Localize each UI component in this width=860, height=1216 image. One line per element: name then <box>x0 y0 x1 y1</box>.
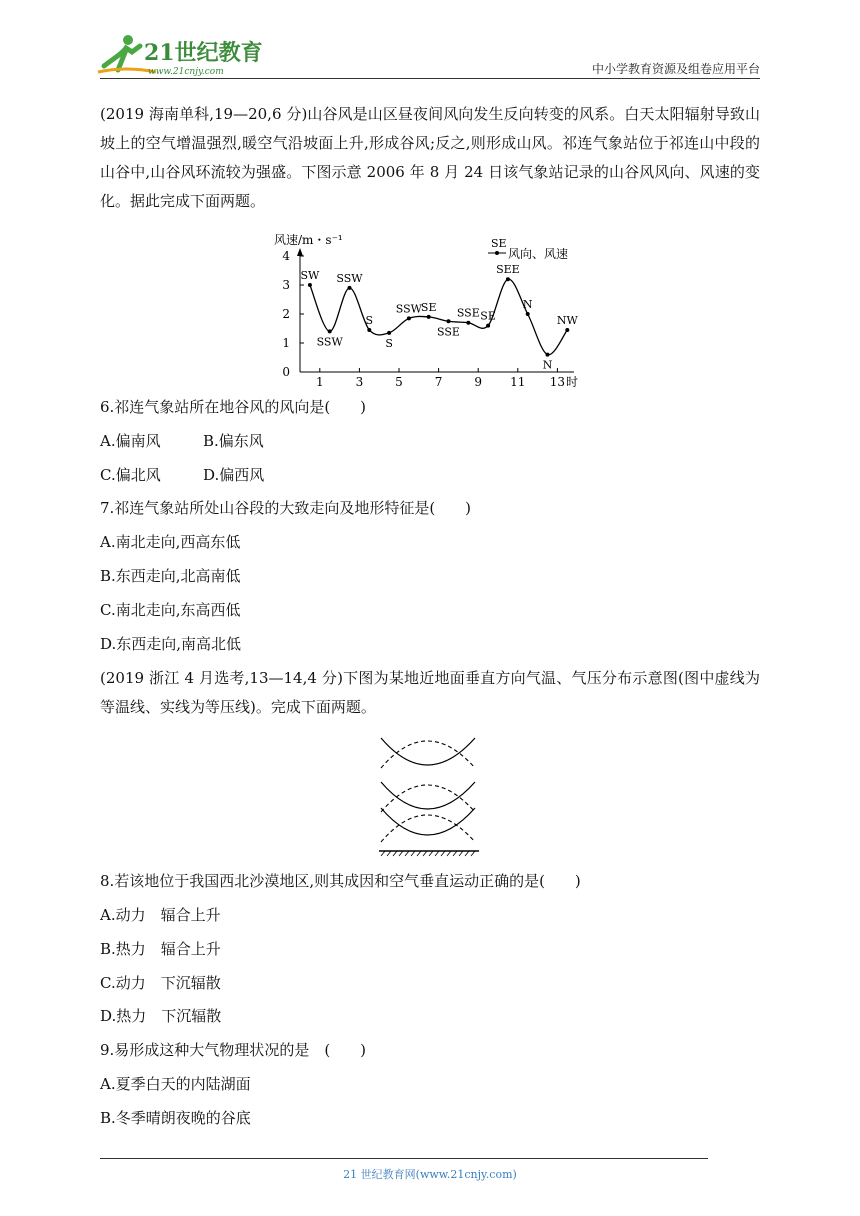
footer-divider <box>100 1158 708 1159</box>
data-point <box>447 319 451 323</box>
q7-option-c[interactable]: C.南北走向,东高西低 <box>100 601 241 619</box>
footer-text[interactable]: 21 世纪教育网(www.21cnjy.com) <box>343 1168 517 1181</box>
chart-xlabel: 时 <box>566 375 579 389</box>
y-tick-label: 4 <box>282 249 290 263</box>
wind-direction-label: SSE <box>456 306 480 320</box>
data-point <box>308 283 312 287</box>
isotherm-line-1 <box>381 741 475 768</box>
wind-direction-label: SSW <box>316 335 343 349</box>
y-tick-label: 3 <box>282 278 290 292</box>
q8-option-d[interactable]: D.热力 下沉辐散 <box>100 1007 222 1025</box>
runner-logo-icon <box>96 30 266 78</box>
data-point <box>506 277 510 281</box>
wind-direction-label: S <box>365 313 374 327</box>
q8-option-a[interactable]: A.动力 辐合上升 <box>100 906 221 924</box>
q9-option-b[interactable]: B.冬季晴朗夜晚的谷底 <box>100 1109 251 1127</box>
data-point <box>486 324 490 328</box>
wind-direction-label: SEE <box>496 263 520 277</box>
q7-stem: 7.祁连气象站所处山谷段的大致走向及地形特征是( ) <box>100 499 472 517</box>
isobar-line-3 <box>381 808 475 835</box>
intro-paragraph-2: (2019 浙江 4 月选考,13—14,4 分)下图为某地近地面垂直方向气温、气压分布示意图(图中虚线为等温线、实线为等压线)。完成下面两题。 <box>100 669 760 716</box>
q9-option-a[interactable]: A.夏季白天的内陆湖面 <box>100 1075 251 1093</box>
legend-text: 风向、风速 <box>508 247 569 261</box>
x-tick-label: 3 <box>355 375 364 389</box>
q7-option-b[interactable]: B.东西走向,北高南低 <box>100 567 241 585</box>
isotherm-line-3 <box>381 815 475 842</box>
header-divider <box>100 78 760 79</box>
q9-stem: 9.易形成这种大气物理状况的是 ( ) <box>100 1041 367 1059</box>
q8-option-b[interactable]: B.热力 辐合上升 <box>100 940 221 958</box>
q6-option-b[interactable]: B.偏东风 <box>203 432 264 450</box>
q8-option-c[interactable]: C.动力 下沉辐散 <box>100 974 221 992</box>
wind-direction-label: SE <box>480 309 496 323</box>
y-tick-label: 1 <box>282 336 290 350</box>
x-tick-label: 13 <box>549 375 566 389</box>
data-point <box>565 328 569 332</box>
data-point <box>367 328 371 332</box>
q6-option-a[interactable]: A.偏南风 <box>100 432 161 450</box>
isobar-line-2 <box>381 782 475 809</box>
logo-text: 21世纪教育 <box>144 40 263 66</box>
logo <box>96 30 266 78</box>
wind-direction-label: N <box>542 358 553 372</box>
wind-direction-label: SW <box>300 269 320 282</box>
y-axis-arrow-icon <box>297 248 303 256</box>
header-platform-text: 中小学教育资源及组卷应用平台 <box>591 62 760 76</box>
q7-option-a[interactable]: A.南北走向,西高东低 <box>100 533 241 551</box>
data-point <box>348 286 352 290</box>
wind-direction-label: SE <box>420 300 437 314</box>
data-point <box>466 321 470 325</box>
y-tick-label: 0 <box>282 365 290 379</box>
intro-paragraph-1: (2019 海南单科,19—20,6 分)山谷风是山区昼夜间风向发生反向转变的风系。白天太阳辐射导致山坡上的空气增温强烈,暖空气沿坡面上升,形成谷风;反之,则形成山风。祁连气象站位于祁连山中段的山谷中,山谷风环流较为强盛。下图示意 2006 年 8 月 24 日该气象站记录的山谷风风向、风速的变化。据此完成下面两题。 <box>100 105 760 210</box>
wind-direction-label: S <box>385 336 393 350</box>
q6-stem: 6.祁连气象站所在地谷风的风向是( ) <box>100 398 367 416</box>
x-tick-label: 11 <box>510 375 526 389</box>
chart-legend <box>488 237 568 261</box>
wind-direction-label: N <box>522 298 533 311</box>
q7-option-d[interactable]: D.东西走向,南高北低 <box>100 635 242 653</box>
wind-direction-label: SSW <box>336 271 363 285</box>
chart-ylabel: 风速/m・s⁻¹ <box>274 233 343 247</box>
logo-url: www.21cnjy.com <box>148 67 224 77</box>
wind-direction-label: SSW <box>395 302 422 316</box>
x-tick-label: 7 <box>434 375 443 389</box>
q6-option-d[interactable]: D.偏西风 <box>203 466 265 484</box>
x-tick-label: 5 <box>395 375 403 389</box>
x-tick-label: 1 <box>315 375 324 389</box>
legend-marker <box>495 251 499 255</box>
y-tick-label: 2 <box>282 307 290 321</box>
x-tick-label: 9 <box>474 375 483 389</box>
data-point <box>526 312 530 316</box>
data-point <box>407 316 411 320</box>
wind-direction-label: SSE <box>437 325 460 339</box>
isobar-isotherm-diagram <box>375 730 485 858</box>
data-point <box>328 329 332 333</box>
data-point <box>546 353 550 357</box>
q8-stem: 8.若该地位于我国西北沙漠地区,则其成因和空气垂直运动正确的是( ) <box>100 872 581 890</box>
wind-direction-label: NW <box>556 313 578 327</box>
wind-chart <box>270 230 590 395</box>
isobar-line-1 <box>381 738 475 765</box>
isotherm-line-2 <box>381 785 475 812</box>
data-point <box>427 315 431 319</box>
wind-speed-curve <box>310 279 567 355</box>
q6-option-c[interactable]: C.偏北风 <box>100 466 161 484</box>
data-point <box>387 331 391 335</box>
legend-marker-label: SE <box>491 237 507 250</box>
